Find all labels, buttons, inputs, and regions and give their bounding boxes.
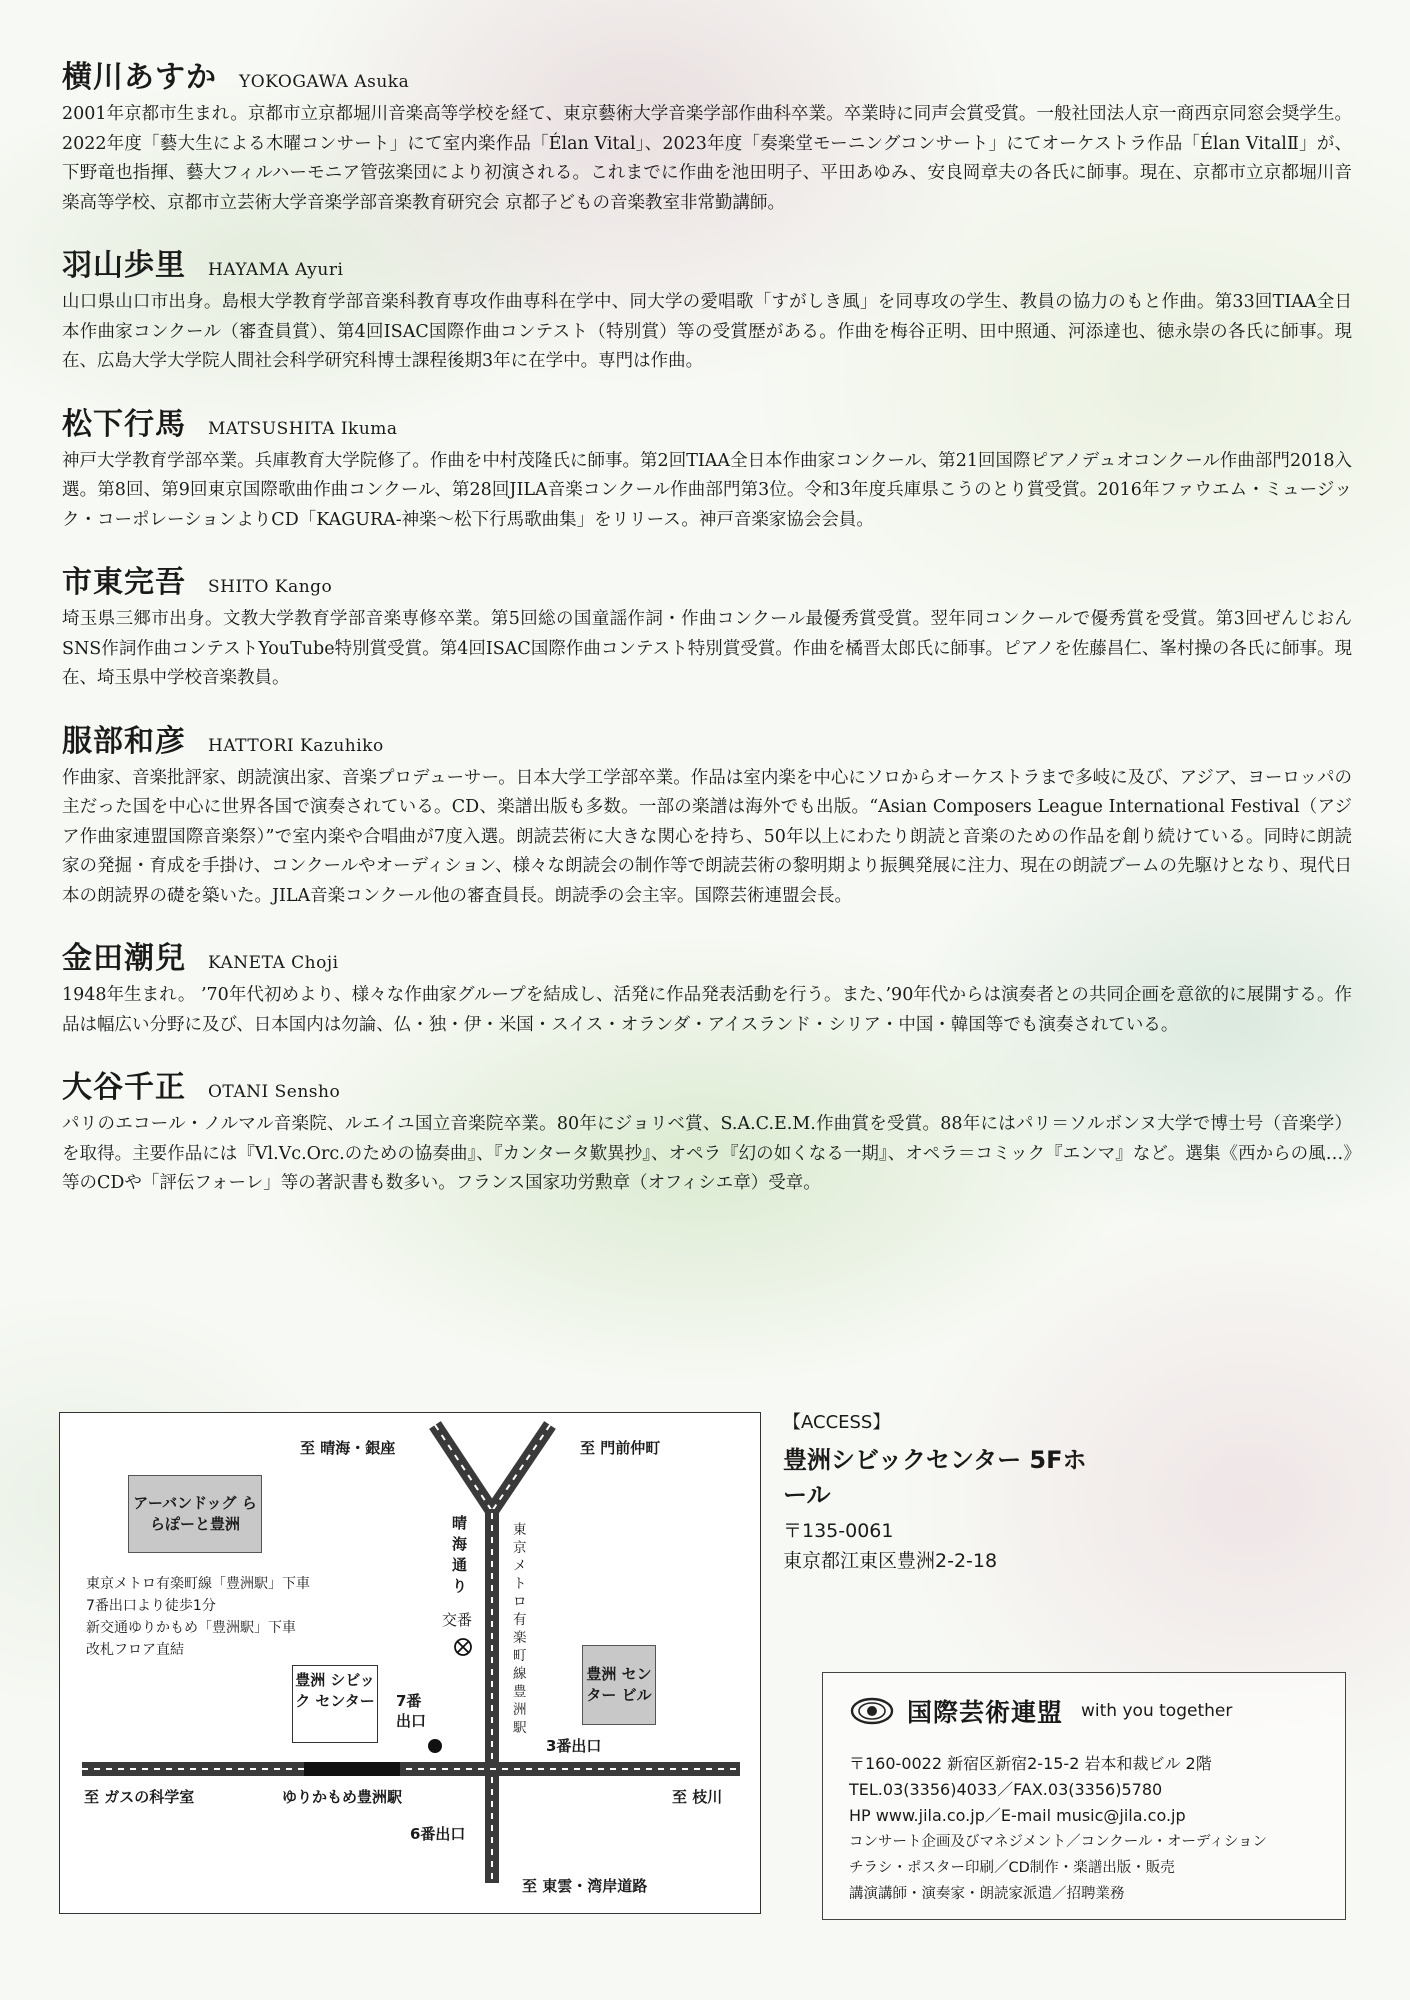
composer-name-en: MATSUSHITA Ikuma	[208, 418, 398, 439]
org-service: 講演講師・演奏家・朗読家派遣／招聘業務	[849, 1886, 1125, 1902]
bio-hayama	[62, 240, 1352, 377]
org-service: チラシ・ポスター印刷／CD制作・楽譜出版・販売	[849, 1860, 1175, 1876]
org-hp-email[interactable]: HP www.jila.co.jp／E-mail music@jila.co.jp	[849, 1806, 1186, 1825]
bio-yokogawa	[62, 52, 1352, 218]
map-label-to-monzen: 至 門前仲町	[580, 1439, 661, 1457]
access-tag: 【ACCESS】	[783, 1412, 891, 1433]
composer-name-en: KANETA Choji	[208, 953, 339, 973]
map-label-to-shinonome: 至 東雲・湾岸道路	[522, 1877, 648, 1895]
org-tagline: with you together	[1081, 1701, 1233, 1721]
org-info-box	[822, 1672, 1346, 1920]
direction-metro: 東京メトロ有楽町線「豊洲駅」下車	[86, 1576, 310, 1592]
composer-bio-text: 山口県山口市出身。島根大学教育学部音楽科教育専攻作曲専科在学中、同大学の愛唱歌「すがしき風」を同専攻の学生、教員の協力のもと作曲。第33回TIAA全日本作曲家コンクール（審査員賞）、第4回ISAC国際作曲コンテスト（特別賞）等の受賞歴がある。作曲を梅谷正明、田中照通、河添達也、徳永崇の各氏に師事。現在、広島大学大学院人間社会科学研究科博士課程後期3年に在学中。専門は作曲。	[62, 292, 1352, 371]
map-label-exit6: 6番出口	[410, 1825, 466, 1843]
org-details	[849, 1751, 1267, 1907]
composer-name-en: YOKOGAWA Asuka	[239, 72, 410, 92]
map-label-exit3: 3番出口	[546, 1737, 602, 1755]
exit7-dot	[428, 1739, 442, 1753]
map-building-civic-center: 豊洲 シビック センター	[292, 1665, 378, 1743]
composer-name-ja: 横川あすか	[62, 60, 217, 95]
venue-address: 東京都江東区豊洲2-2-18	[783, 1550, 998, 1572]
org-tel-fax: TEL.03(3356)4033／FAX.03(3356)5780	[849, 1780, 1163, 1799]
map-building-urban-dock: アーバンドッグ ららぽーと豊洲	[128, 1475, 262, 1553]
composer-bio-text: 神戸大学教育学部卒業。兵庫教育大学院修了。作曲を中村茂隆氏に師事。第2回TIAA全日本作曲家コンクール、第21回国際ピアノデュオコンクール作曲部門2018入選。第8回、第9回東京国際歌曲作曲コンクール、第28回JILA音楽コンクール作曲部門第3位。令和3年度兵庫県こうのとり賞受賞。2016年ファウエム・ミュージック・コーポレーションよりCD「KAGURA-神楽～松下行馬歌曲集」をリリース。神戸音楽家協会会員。	[62, 450, 1352, 530]
composer-name-ja: 大谷千正	[62, 1070, 186, 1105]
map-building-center-bldg: 豊洲 センター ビル	[582, 1645, 656, 1725]
composer-bios	[62, 52, 1352, 1221]
bio-otani	[62, 1062, 1352, 1199]
direction-exit7-walk: 7番出口より徒歩1分	[86, 1598, 216, 1614]
bio-matsushita	[62, 399, 1352, 536]
composer-name-ja: 金田潮兒	[62, 941, 186, 976]
org-service: コンサート企画及びマネジメント／コンクール・オーディション	[849, 1834, 1268, 1850]
composer-bio-text: 2001年京都市生まれ。京都市立京都堀川音楽高等学校を経て、東京藝術大学音楽学部作曲科卒業。卒業時に同声会賞受賞。一般社団法人京一商西京同窓会奨学生。2022年度「藝大生による木曜コンサート」にて室内楽作品「Élan Vital」、2023年度「奏楽堂モーニングコンサート」にてオーケストラ作品「Élan VitalⅡ」が、下野竜也指揮、藝大フィルハーモニア管弦楽団により初演される。これまでに作曲を池田明子、平田あゆみ、安良岡章夫の各氏に師事。現在、京都市立京都堀川音楽高等学校、京都市立芸術大学音楽学部音楽教育研究会 京都子どもの音楽教室非常勤講師。	[62, 104, 1352, 213]
direction-gate: 改札フロア直結	[86, 1642, 184, 1658]
map-label-to-harumi: 至 晴海・銀座	[300, 1439, 396, 1457]
access-map	[59, 1412, 761, 1914]
org-header	[849, 1693, 1232, 1729]
map-label-exit7: 7番 出口	[396, 1692, 427, 1730]
composer-bio-text: 作曲家、音楽批評家、朗読演出家、音楽プロデューサー。日本大学工学部卒業。作品は室内楽を中心にソロからオーケストラまで多岐に及び、アジア、ヨーロッパの主だった国を中心に世界各国で演奏されている。CD、楽譜出版も多数。一部の楽譜は海外でも出版。“Asian Composers League International Festival（アジア作曲家連盟国際音楽祭）”で室内楽や合唱曲が7度入選。朗読芸術に大きな関心を持ち、50年以上にわたり朗読と音楽のための作品を創り続けている。同時に朗読家の発掘・育成を手掛け、コンクールやオーディション、様々な朗読会の制作等で朗読芸術の黎明期より振興発展に注力、現在の朗読ブームの先駆けとなり、現代日本の朗読界の礎を築いた。JILA音楽コンクール他の審査員長。朗読季の会主宰。国際芸術連盟会長。	[62, 767, 1352, 906]
composer-bio-text: 埼玉県三郷市出身。文教大学教育学部音楽専修卒業。第5回総の国童謡作詞・作曲コンクール最優秀賞受賞。翌年同コンクールで優秀賞を受賞。第3回ぜんじおんSNS作詞作曲コンテストYouTube特別賞受賞。第4回ISAC国際作曲コンテスト特別賞受賞。作曲を橘晋太郎氏に師事。ピアノを佐藤昌仁、峯村操の各氏に師事。現在、埼玉県中学校音楽教員。	[62, 609, 1352, 688]
composer-name-ja: 松下行馬	[62, 406, 186, 442]
bio-shito	[62, 557, 1352, 694]
access-info	[783, 1408, 1103, 1576]
venue-name: 豊洲シビックセンター 5Fホール	[783, 1446, 1087, 1509]
direction-yurikamome: 新交通ゆりかもめ「豊洲駅」下車	[86, 1620, 296, 1636]
map-label-koban: 交番	[442, 1611, 473, 1629]
org-name: 国際芸術連盟	[907, 1698, 1064, 1727]
map-label-metro-station: 東京メトロ有楽町線豊洲駅	[513, 1522, 527, 1736]
composer-name-ja: 羽山歩里	[62, 248, 186, 283]
map-label-yurikamome-station: ゆりかもめ豊洲駅	[282, 1788, 403, 1806]
map-label-to-gas: 至 ガスの科学室	[84, 1788, 195, 1806]
eye-logo-icon	[849, 1696, 895, 1726]
composer-name-ja: 服部和彦	[62, 723, 186, 759]
map-label-harumi-street: 晴海通り	[452, 1514, 468, 1595]
composer-name-en: SHITO Kango	[208, 577, 333, 597]
composer-name-en: HATTORI Kazuhiko	[208, 735, 384, 756]
venue-postal: 〒135-0061	[783, 1520, 894, 1542]
composer-name-en: HAYAMA Ayuri	[208, 260, 344, 280]
composer-name-ja: 市東完吾	[62, 565, 186, 600]
bio-hattori	[62, 716, 1352, 912]
org-address: 〒160-0022 新宿区新宿2-15-2 岩本和裁ビル 2階	[849, 1754, 1212, 1773]
bio-kaneta	[62, 933, 1352, 1040]
yurikamome-station-block	[304, 1762, 400, 1776]
map-label-to-edagawa: 至 枝川	[672, 1788, 723, 1806]
composer-bio-text: 1948年生まれ。 ’70年代初めより、様々な作曲家グループを結成し、活発に作品発表活動を行う。また、’90年代からは演奏者との共同企画を意欲的に展開する。作品は幅広い分野に及び、日本国内は勿論、仏・独・伊・米国・スイス・オランダ・アイスランド・シリア・中国・韓国等でも演奏されている。	[62, 985, 1352, 1035]
composer-name-en: OTANI Sensho	[208, 1082, 341, 1102]
composer-bio-text: パリのエコール・ノルマル音楽院、ルエイユ国立音楽院卒業。80年にジョリベ賞、S.A.C.E.M.作曲賞を受賞。88年にはパリ＝ソルボンヌ大学で博士号（音楽学）を取得。主要作品には『Vl.Vc.Orc.のための協奏曲』、『カンタータ歎異抄』、オペラ『幻の如くなる一期』、オペラ＝コミック『エンマ』など。選集《西からの風…》等のCDや「評伝フォーレ」等の著訳書も数多い。フランス国家功労勲章（オフィシエ章）受章。	[62, 1114, 1352, 1193]
map-directions	[86, 1573, 310, 1661]
